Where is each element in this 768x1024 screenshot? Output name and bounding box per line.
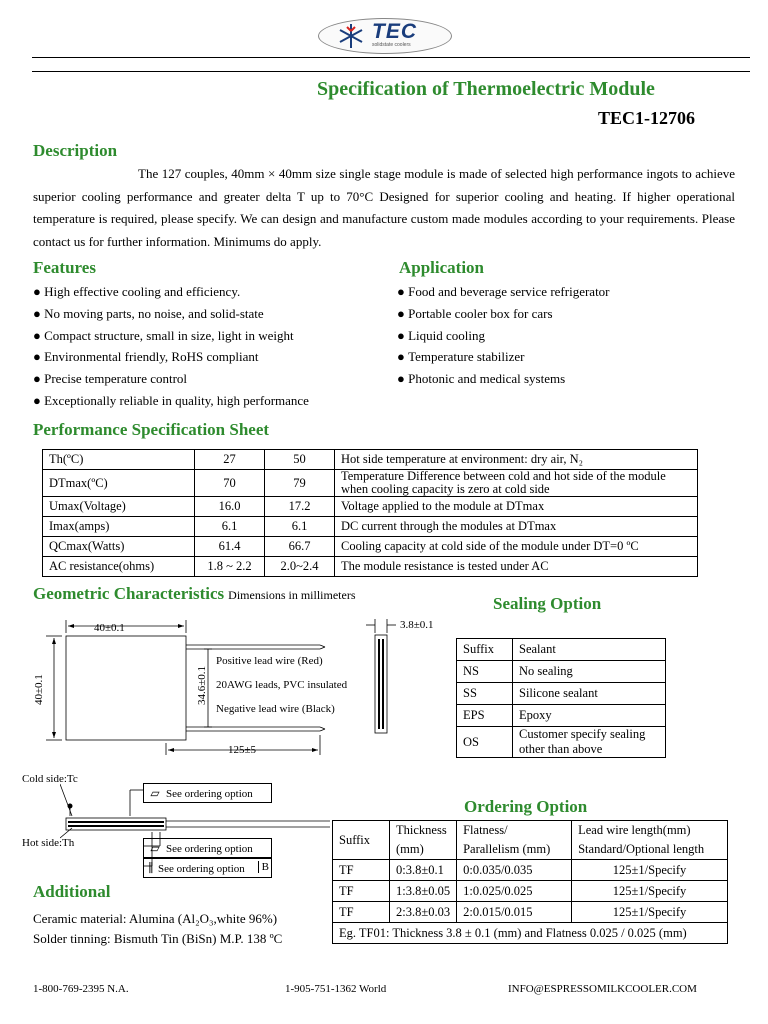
table-row xyxy=(457,705,666,727)
table-row xyxy=(43,517,698,537)
flatness-symbol-icon: ▱ xyxy=(150,841,160,855)
awg-leads-label: 20AWG leads, PVC insulated xyxy=(216,679,348,691)
header-cell: Suffix xyxy=(333,821,390,860)
value-cell: 79 xyxy=(265,470,335,497)
logo-text: TEC xyxy=(372,20,417,43)
solder-tinning: Solder tinning: Bismuth Tin (BiSn) M.P. 138 ºC xyxy=(33,931,283,946)
features-heading: Features xyxy=(33,258,96,277)
header-cell: Lead wire length(mm) Standard/Optional length xyxy=(572,821,728,860)
list-item: ● Precise temperature control xyxy=(33,368,309,390)
flatness-symbol-icon: ▱ xyxy=(150,786,160,800)
order-cell: 1:3.8±0.05 xyxy=(390,881,457,902)
performance-heading: Performance Specification Sheet xyxy=(33,420,270,439)
ordering-callout-2: ▱ See ordering option xyxy=(143,838,272,858)
param-cell: AC resistance(ohms) xyxy=(43,557,195,577)
list-item: ● Environmental friendly, RoHS compliant xyxy=(33,346,309,368)
geometry-heading: Geometric Characteristics xyxy=(33,584,225,603)
list-item: ● High effective cooling and efficiency. xyxy=(33,281,309,303)
lead-span-dimension: 34.6±0.1 xyxy=(196,665,208,705)
application-list xyxy=(397,281,610,390)
list-item: ● Photonic and medical systems xyxy=(397,368,610,390)
hot-side-label: Hot side:Th xyxy=(22,837,75,849)
value-cell: 50 xyxy=(265,450,335,470)
header-cell: Flatness/ Parallelism (mm) xyxy=(457,821,572,860)
value-cell: 17.2 xyxy=(265,497,335,517)
ordering-heading: Ordering Option xyxy=(464,797,588,816)
description-heading: Description xyxy=(33,141,118,160)
note-cell: Voltage applied to the module at DTmax xyxy=(335,497,698,517)
sealant-cell: Sealant xyxy=(513,639,666,661)
negative-lead-label: Negative lead wire (Black) xyxy=(216,703,335,715)
lead-length-dimension: 125±5 xyxy=(228,744,257,756)
suffix-cell: Suffix xyxy=(457,639,513,661)
geometry-heading-row xyxy=(33,584,356,604)
value-cell: 70 xyxy=(195,470,265,497)
sealant-cell: Customer specify sealing other than above xyxy=(513,727,666,758)
sealant-cell: No sealing xyxy=(513,661,666,683)
list-item: ● Portable cooler box for cars xyxy=(397,303,610,325)
param-cell: Umax(Voltage) xyxy=(43,497,195,517)
geometry-subheading: Dimensions in millimeters xyxy=(228,588,356,602)
cold-side-label: Cold side:Tc xyxy=(22,773,78,785)
application-heading: Application xyxy=(399,258,485,277)
sealant-cell: Epoxy xyxy=(513,705,666,727)
height-dimension: 40±0.1 xyxy=(33,674,45,705)
value-cell: 66.7 xyxy=(265,537,335,557)
footer-phone-world: 1-905-751-1362 World xyxy=(285,983,387,995)
suffix-cell: OS xyxy=(457,727,513,758)
value-cell: 6.1 xyxy=(265,517,335,537)
list-item: ● Liquid cooling xyxy=(397,325,610,347)
table-row xyxy=(333,902,728,923)
table-header-row xyxy=(333,821,728,860)
table-row xyxy=(457,727,666,758)
param-cell: DTmax(ºC) xyxy=(43,470,195,497)
note-cell: Temperature Difference between cold and hot side of the module when cooling capacity is zero at cold side xyxy=(335,470,698,497)
note-cell: DC current through the modules at DTmax xyxy=(335,517,698,537)
order-cell: 125±1/Specify xyxy=(572,902,728,923)
header-cell: Thickness (mm) xyxy=(390,821,457,860)
table-row xyxy=(43,497,698,517)
footer-phone-na: 1-800-769-2395 N.A. xyxy=(33,983,129,995)
performance-table xyxy=(42,449,698,577)
order-cell: 2:0.015/0.015 xyxy=(457,902,572,923)
note-cell: The module resistance is tested under AC xyxy=(335,557,698,577)
order-cell: TF xyxy=(333,860,390,881)
module-outline xyxy=(66,636,186,740)
module-side-view-drawing xyxy=(360,615,420,735)
table-example-row xyxy=(333,923,728,944)
table-row xyxy=(333,860,728,881)
value-cell: 2.0~2.4 xyxy=(265,557,335,577)
list-item: ● No moving parts, no noise, and solid-state xyxy=(33,303,309,325)
value-cell: 61.4 xyxy=(195,537,265,557)
value-cell: 6.1 xyxy=(195,517,265,537)
features-list xyxy=(33,281,309,412)
list-item: ● Exceptionally reliable in quality, high performance xyxy=(33,390,309,412)
suffix-cell: EPS xyxy=(457,705,513,727)
order-cell: 0:0.035/0.035 xyxy=(457,860,572,881)
table-row xyxy=(43,537,698,557)
value-cell: 16.0 xyxy=(195,497,265,517)
order-cell: TF xyxy=(333,902,390,923)
snowflake-logo-icon xyxy=(336,22,366,50)
order-cell: TF xyxy=(333,881,390,902)
table-row xyxy=(43,470,698,497)
table-row xyxy=(43,557,698,577)
list-item: ● Compact structure, small in size, light in weight xyxy=(33,325,309,347)
table-row xyxy=(457,683,666,705)
value-cell: 1.8 ~ 2.2 xyxy=(195,557,265,577)
order-cell: 2:3.8±0.03 xyxy=(390,902,457,923)
order-cell: 1:0.025/0.025 xyxy=(457,881,572,902)
ordering-table xyxy=(332,820,728,944)
page-title: Specification of Thermoelectric Module xyxy=(317,78,655,100)
list-item: ● Temperature stabilizer xyxy=(397,346,610,368)
parallelism-symbol-icon: ∥ xyxy=(148,861,154,875)
width-dimension: 40±0.1 xyxy=(94,622,125,634)
table-row xyxy=(333,881,728,902)
param-cell: Th(ºC) xyxy=(43,450,195,470)
table-header-row xyxy=(457,639,666,661)
header-divider-2 xyxy=(32,71,750,72)
ordering-callout-3: ∥ See ordering option B xyxy=(143,858,272,878)
param-cell: QCmax(Watts) xyxy=(43,537,195,557)
ordering-callout-1: ▱ See ordering option xyxy=(143,783,272,803)
suffix-cell: NS xyxy=(457,661,513,683)
header-divider xyxy=(32,57,750,58)
table-row xyxy=(457,661,666,683)
order-cell: 125±1/Specify xyxy=(572,881,728,902)
description-text: The 127 couples, 40mm × 40mm size single stage module is made of selected high performance ingots to achieve superior cooling performance and greater delta T up to 70°C Designed for superior cooling and heating. If higher operational temperature is required, please specify. We can design and manufacture custom made modules according to your requirements. Please contact us for further information. Minimums do apply. xyxy=(33,166,735,249)
ceramic-material: Ceramic material: Alumina (Al₂O₃,white 96%) xyxy=(33,911,278,926)
sealant-cell: Silicone sealant xyxy=(513,683,666,705)
logo-subtext: solidstate coolers xyxy=(372,42,411,48)
thickness-dimension: 3.8±0.1 xyxy=(400,619,434,631)
model-number: TEC1-12706 xyxy=(598,108,696,128)
additional-heading: Additional xyxy=(33,882,111,901)
example-cell: Eg. TF01: Thickness 3.8 ± 0.1 (mm) and Flatness 0.025 / 0.025 (mm) xyxy=(333,923,728,944)
value-cell: 27 xyxy=(195,450,265,470)
datum-b-label: B xyxy=(258,861,269,873)
footer-email[interactable]: INFO@ESPRESSOMILKCOOLER.COM xyxy=(508,983,697,995)
sealing-table xyxy=(456,638,666,758)
order-cell: 125±1/Specify xyxy=(572,860,728,881)
note-cell: Cooling capacity at cold side of the module under DT=0 ºC xyxy=(335,537,698,557)
table-row xyxy=(43,450,698,470)
note-cell: Hot side temperature at environment: dry air, N₂ xyxy=(335,450,698,470)
positive-lead-label: Positive lead wire (Red) xyxy=(216,655,323,667)
sealing-heading: Sealing Option xyxy=(493,594,602,613)
suffix-cell: SS xyxy=(457,683,513,705)
order-cell: 0:3.8±0.1 xyxy=(390,860,457,881)
list-item: ● Food and beverage service refrigerator xyxy=(397,281,610,303)
param-cell: Imax(amps) xyxy=(43,517,195,537)
